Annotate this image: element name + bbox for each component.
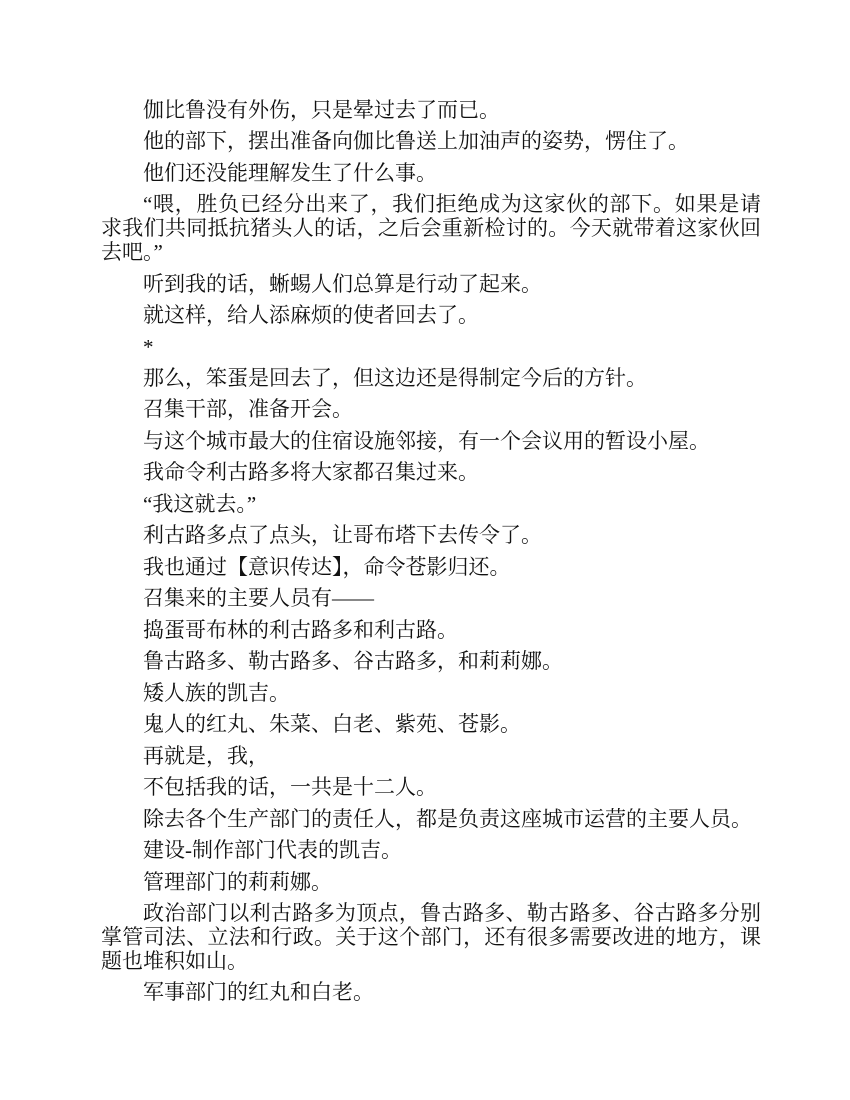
paragraph: “我这就去。”	[143, 491, 257, 516]
paragraph: 我也通过【意识传达】，命令苍影归还。	[143, 554, 511, 579]
paragraph: 除去各个生产部门的责任人，都是负责这座城市运营的主要人员。	[143, 806, 752, 831]
paragraph: 鲁古路多、勒古路多、谷古路多，和莉莉娜。	[143, 649, 563, 674]
paragraph: 利古路多点了点头，让哥布塔下去传令了。	[143, 523, 542, 548]
paragraph: *	[143, 334, 154, 359]
paragraph: 伽比鲁没有外伤，只是晕过去了而已。	[143, 98, 500, 122]
paragraph: 他的部下，摆出准备向伽比鲁送上加油声的姿势，愣住了。	[143, 129, 689, 154]
paragraph: 捣蛋哥布林的利古路多和利古路。	[143, 617, 458, 642]
paragraph: 我命令利古路多将大家都召集过来。	[143, 460, 479, 485]
paragraph: 矮人族的凯吉。	[143, 680, 290, 705]
document-page	[101, 99, 761, 1013]
paragraph: 与这个城市最大的住宿设施邻接，有一个会议用的暂设小屋。	[143, 428, 710, 453]
paragraph: “喂，胜负已经分出来了，我们拒绝成为这家伙的部下。如果是请求我们共同抵抗猪头人的话，之后会重新检讨的。今天就带着这家伙回去吧。”	[101, 192, 761, 265]
paragraph: 听到我的话，蜥蜴人们总算是行动了起来。	[143, 271, 542, 296]
paragraph: 管理部门的莉莉娜。	[143, 869, 332, 894]
paragraph: 鬼人的红丸、朱菜、白老、紫苑、苍影。	[143, 712, 521, 737]
paragraph: 建设-制作部门代表的凯吉。	[143, 838, 402, 863]
paragraph: 召集来的主要人员有——	[143, 586, 374, 611]
paragraph: 不包括我的话，一共是十二人。	[143, 775, 437, 800]
paragraph: 那么，笨蛋是回去了，但这边还是得制定今后的方针。	[143, 365, 647, 390]
paragraph: 再就是，我，	[143, 743, 269, 768]
paragraph: 军事部门的红丸和白老。	[143, 980, 374, 1005]
paragraph: 召集干部，准备开会。	[143, 397, 353, 422]
paragraph: 政治部门以利古路多为顶点，鲁古路多、勒古路多、谷古路多分别掌管司法、立法和行政。关于这个部门，还有很多需要改进的地方，课题也堆积如山。	[101, 901, 761, 973]
paragraph: 他们还没能理解发生了什么事。	[143, 160, 437, 185]
paragraph: 就这样，给人添麻烦的使者回去了。	[143, 303, 479, 328]
